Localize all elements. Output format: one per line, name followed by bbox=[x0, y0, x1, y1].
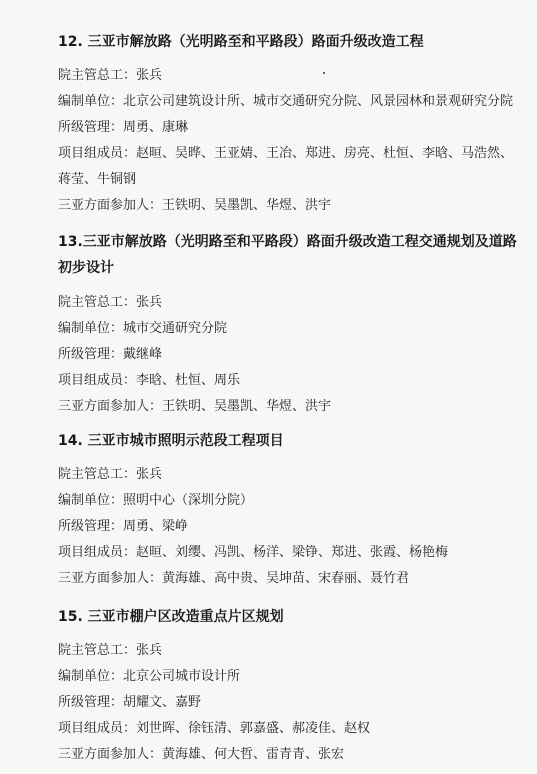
section-title: 13.三亚市解放路（光明路至和平路段）路面升级改造工程交通规划及道路初步设计 bbox=[58, 234, 517, 276]
sanya-participants-line: 三亚方面参加人：黄海雄、何大哲、雷青青、张宏 bbox=[58, 747, 345, 762]
team-members-continued-line: 蒋莹、牛铜钢 bbox=[58, 172, 137, 187]
team-members-line: 项目组成员：李晗、杜恒、周乐 bbox=[58, 373, 241, 388]
institute-management-line: 所级管理：胡耀文、嘉野 bbox=[58, 695, 202, 710]
compiling-unit-line: 编制单位：北京公司建筑设计所、城市交通研究分院、风景园林和景观研究分院 bbox=[58, 94, 514, 109]
chief-engineer-line: 院主管总工：张兵 bbox=[58, 68, 163, 83]
sanya-participants-line: 三亚方面参加人：黄海雄、高中贵、吴坤苗、宋春丽、聂竹君 bbox=[58, 571, 410, 586]
section-title: 15. 三亚市棚户区改造重点片区规划 bbox=[58, 609, 284, 625]
team-members-line: 项目组成员：赵晅、刘缨、冯凯、杨洋、梁铮、郑进、张霞、杨艳梅 bbox=[58, 545, 449, 560]
institute-management-line: 所级管理：周勇、康琳 bbox=[58, 120, 189, 135]
compiling-unit-line: 编制单位：城市交通研究分院 bbox=[58, 321, 228, 336]
chief-engineer-line: 院主管总工：张兵 bbox=[58, 643, 163, 658]
chief-engineer-line: 院主管总工：张兵 bbox=[58, 467, 163, 482]
team-members-line: 项目组成员：刘世晖、徐钰清、郭嘉盛、郝凌佳、赵权 bbox=[58, 721, 371, 736]
institute-management-line: 所级管理：戴继峰 bbox=[58, 347, 163, 362]
section-title: 12. 三亚市解放路（光明路至和平路段）路面升级改造工程 bbox=[58, 34, 424, 50]
compiling-unit-line: 编制单位：照明中心（深圳分院） bbox=[58, 493, 254, 508]
scan-speck bbox=[323, 72, 325, 74]
chief-engineer-line: 院主管总工：张兵 bbox=[58, 295, 163, 310]
section-title: 14. 三亚市城市照明示范段工程项目 bbox=[58, 433, 284, 449]
institute-management-line: 所级管理：周勇、梁峥 bbox=[58, 519, 189, 534]
sanya-participants-line: 三亚方面参加人：王铁明、吴墨凯、华煜、洪宇 bbox=[58, 198, 332, 213]
team-members-line: 项目组成员：赵晅、吴晔、王亚婧、王冶、郑进、房亮、杜恒、李晗、马浩然、 bbox=[58, 146, 514, 161]
sanya-participants-line: 三亚方面参加人：王铁明、吴墨凯、华煜、洪宇 bbox=[58, 399, 332, 414]
compiling-unit-line: 编制单位：北京公司城市设计所 bbox=[58, 669, 241, 684]
